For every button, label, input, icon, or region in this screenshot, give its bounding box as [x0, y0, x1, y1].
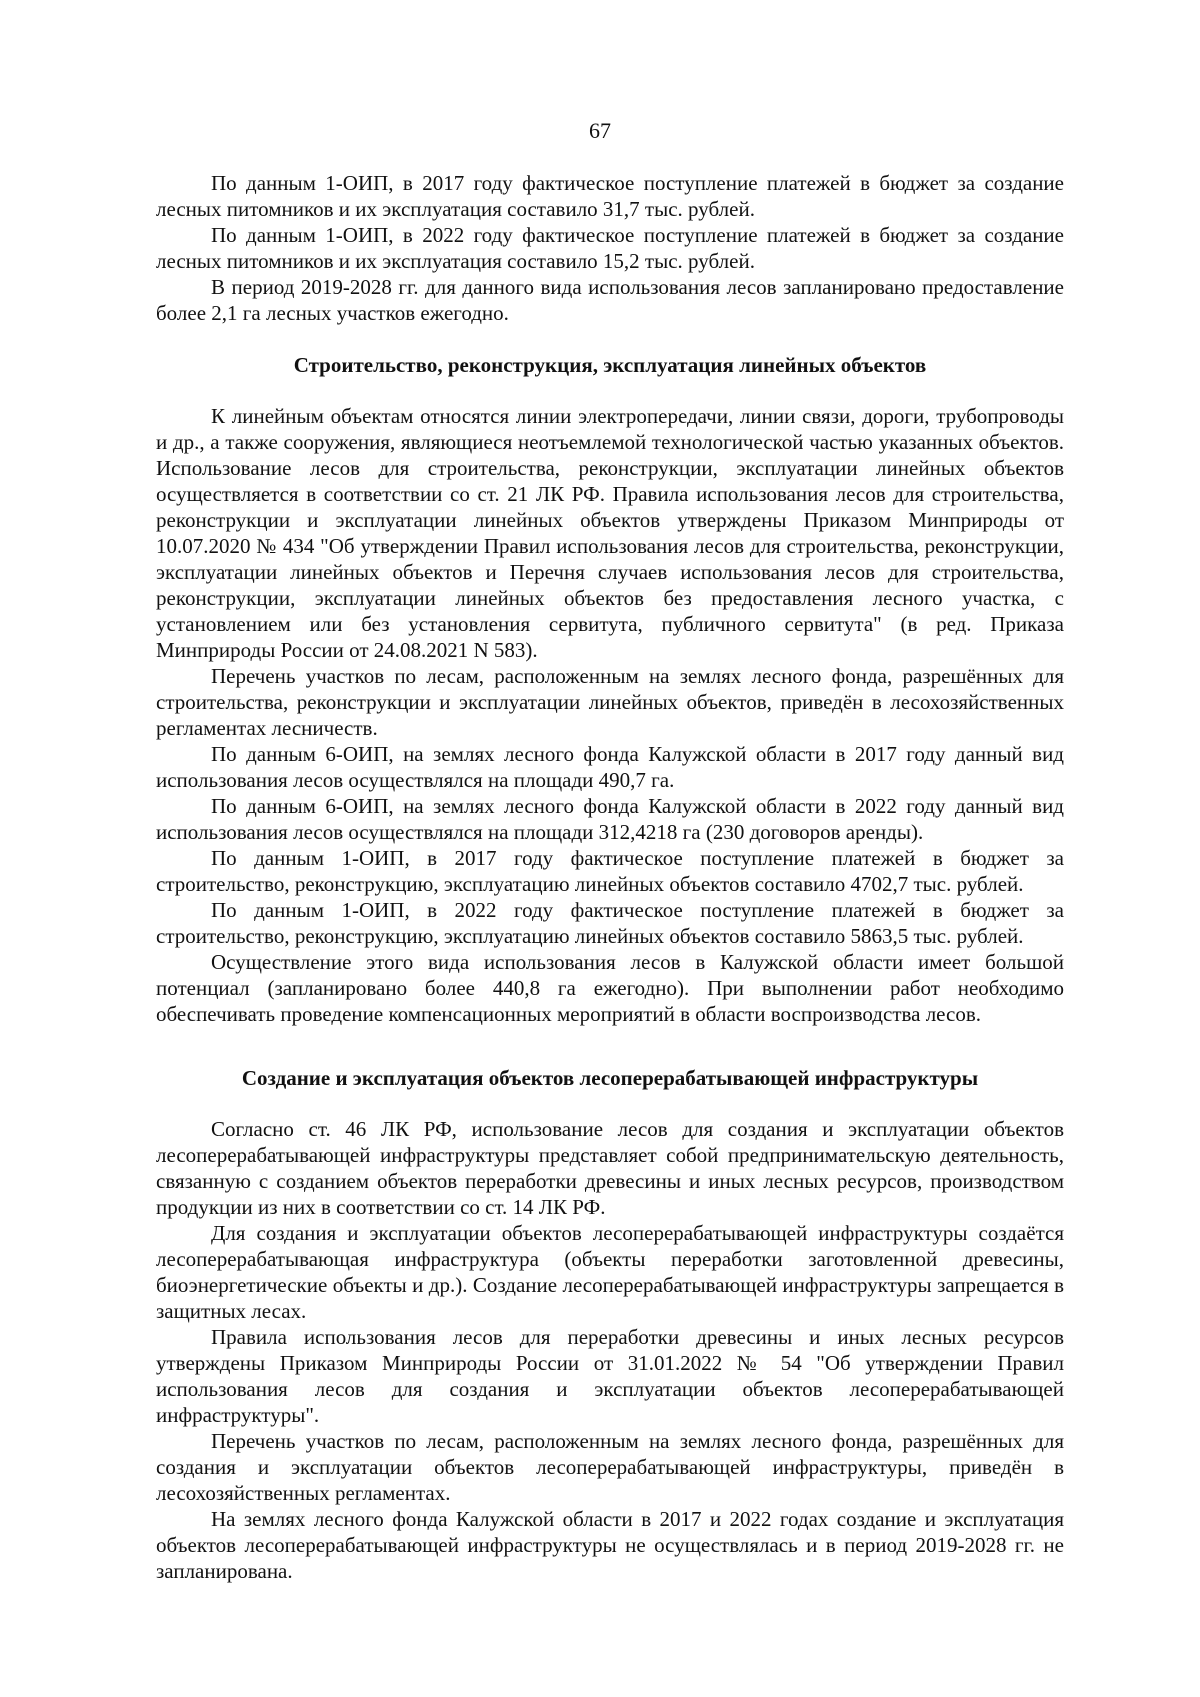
paragraph: Осуществление этого вида использования лесов в Калужской области имеет большой потенциал (запланировано более 440,8 га ежегодно). При выполнении работ необходимо обеспечивать проведение компенсационных мероприятий в области воспроизводства лесов.: [156, 950, 1064, 1026]
paragraph: По данным 6-ОИП, на землях лесного фонда Калужской области в 2022 году данный вид использования лесов осуществлялся на площади 312,4218 га (230 договоров аренды).: [156, 794, 1064, 844]
paragraph: Перечень участков по лесам, расположенным на землях лесного фонда, разрешённых для создания и эксплуатации объектов лесоперерабатывающей инфраструктуры, приведён в лесохозяйственных регламентах.: [156, 1429, 1064, 1505]
intro-paragraph: По данным 1-ОИП, в 2017 году фактическое поступление платежей в бюджет за создание лесных питомников и их эксплуатация составило 31,7 тыс. рублей.: [156, 171, 1064, 221]
paragraph: Правила использования лесов для переработки древесины и иных лесных ресурсов утверждены Приказом Минприроды России от 31.01.2022 № 54 "Об утверждении Правил использования лесов для создания и эксплуатации объектов лесоперерабатывающей инфраструктуры".: [156, 1325, 1064, 1427]
paragraph: Для создания и эксплуатации объектов лесоперерабатывающей инфраструктуры создаётся лесоперерабатывающая инфраструктура (объекты переработки заготовленной древесины, биоэнергетические объекты и др.). Создание лесоперерабатывающей инфраструктуры запрещается в защитных лесах.: [156, 1221, 1064, 1323]
intro-paragraph: В период 2019-2028 гг. для данного вида использования лесов запланировано предоставление более 2,1 га лесных участков ежегодно.: [156, 275, 1064, 325]
spacer: [156, 378, 1064, 403]
intro-paragraph: По данным 1-ОИП, в 2022 году фактическое поступление платежей в бюджет за создание лесных питомников и их эксплуатация составило 15,2 тыс. рублей.: [156, 223, 1064, 273]
spacer: [156, 1091, 1064, 1116]
paragraph: По данным 1-ОИП, в 2017 году фактическое поступление платежей в бюджет за строительство, реконструкцию, эксплуатацию линейных объектов составило 4702,7 тыс. рублей.: [156, 846, 1064, 896]
section-heading-linear-objects: Строительство, реконструкция, эксплуатация линейных объектов: [293, 353, 927, 377]
paragraph: К линейным объектам относятся линии электропередачи, линии связи, дороги, трубопроводы и др., а также сооружения, являющиеся неотъемлемой технологической частью указанных объектов. Использование лесов для строительства, реконструкции, эксплуатации линейных объектов осуществляется в соответствии со ст. 21 ЛК РФ. Правила использования лесов для строительства, реконструкции и эксплуатации линейных объектов утверждены Приказом Минприроды от 10.07.2020 № 434 "Об утверждении Правил использования лесов для строительства, реконструкции, эксплуатации линейных объектов и Перечня случаев использования лесов для строительства, реконструкции, эксплуатации линейных объектов без предоставления лесного участка, с установлением или без установления сервитута, публичного сервитута" (в ред. Приказа Минприроды России от 24.08.2021 N 583).: [156, 404, 1064, 662]
page-number: 67: [589, 118, 611, 143]
paragraph: Перечень участков по лесам, расположенным на землях лесного фонда, разрешённых для строительства, реконструкции и эксплуатации линейных объектов, приведён в лесохозяйственных регламентах лесничеств.: [156, 664, 1064, 740]
paragraph: По данным 6-ОИП, на землях лесного фонда Калужской области в 2017 году данный вид использования лесов осуществлялся на площади 490,7 га.: [156, 742, 1064, 792]
paragraph: По данным 1-ОИП, в 2022 году фактическое поступление платежей в бюджет за строительство, реконструкцию, эксплуатацию линейных объектов составило 5863,5 тыс. рублей.: [156, 898, 1064, 948]
paragraph: На землях лесного фонда Калужской области в 2017 и 2022 годах создание и эксплуатация объектов лесоперерабатывающей инфраструктуры не осуществлялась и в период 2019-2028 гг. не запланирована.: [156, 1507, 1064, 1583]
section-heading-infrastructure: Создание и эксплуатация объектов лесоперерабатывающей инфраструктуры: [241, 1066, 979, 1090]
paragraph: Согласно ст. 46 ЛК РФ, использование лесов для создания и эксплуатации объектов лесоперерабатывающей инфраструктуры представляет собой предпринимательскую деятельность, связанную с созданием объектов переработки древесины и иных лесных ресурсов, производством продукции из них в соответствии со ст. 14 ЛК РФ.: [156, 1117, 1064, 1219]
page-content: [156, 170, 1064, 1584]
